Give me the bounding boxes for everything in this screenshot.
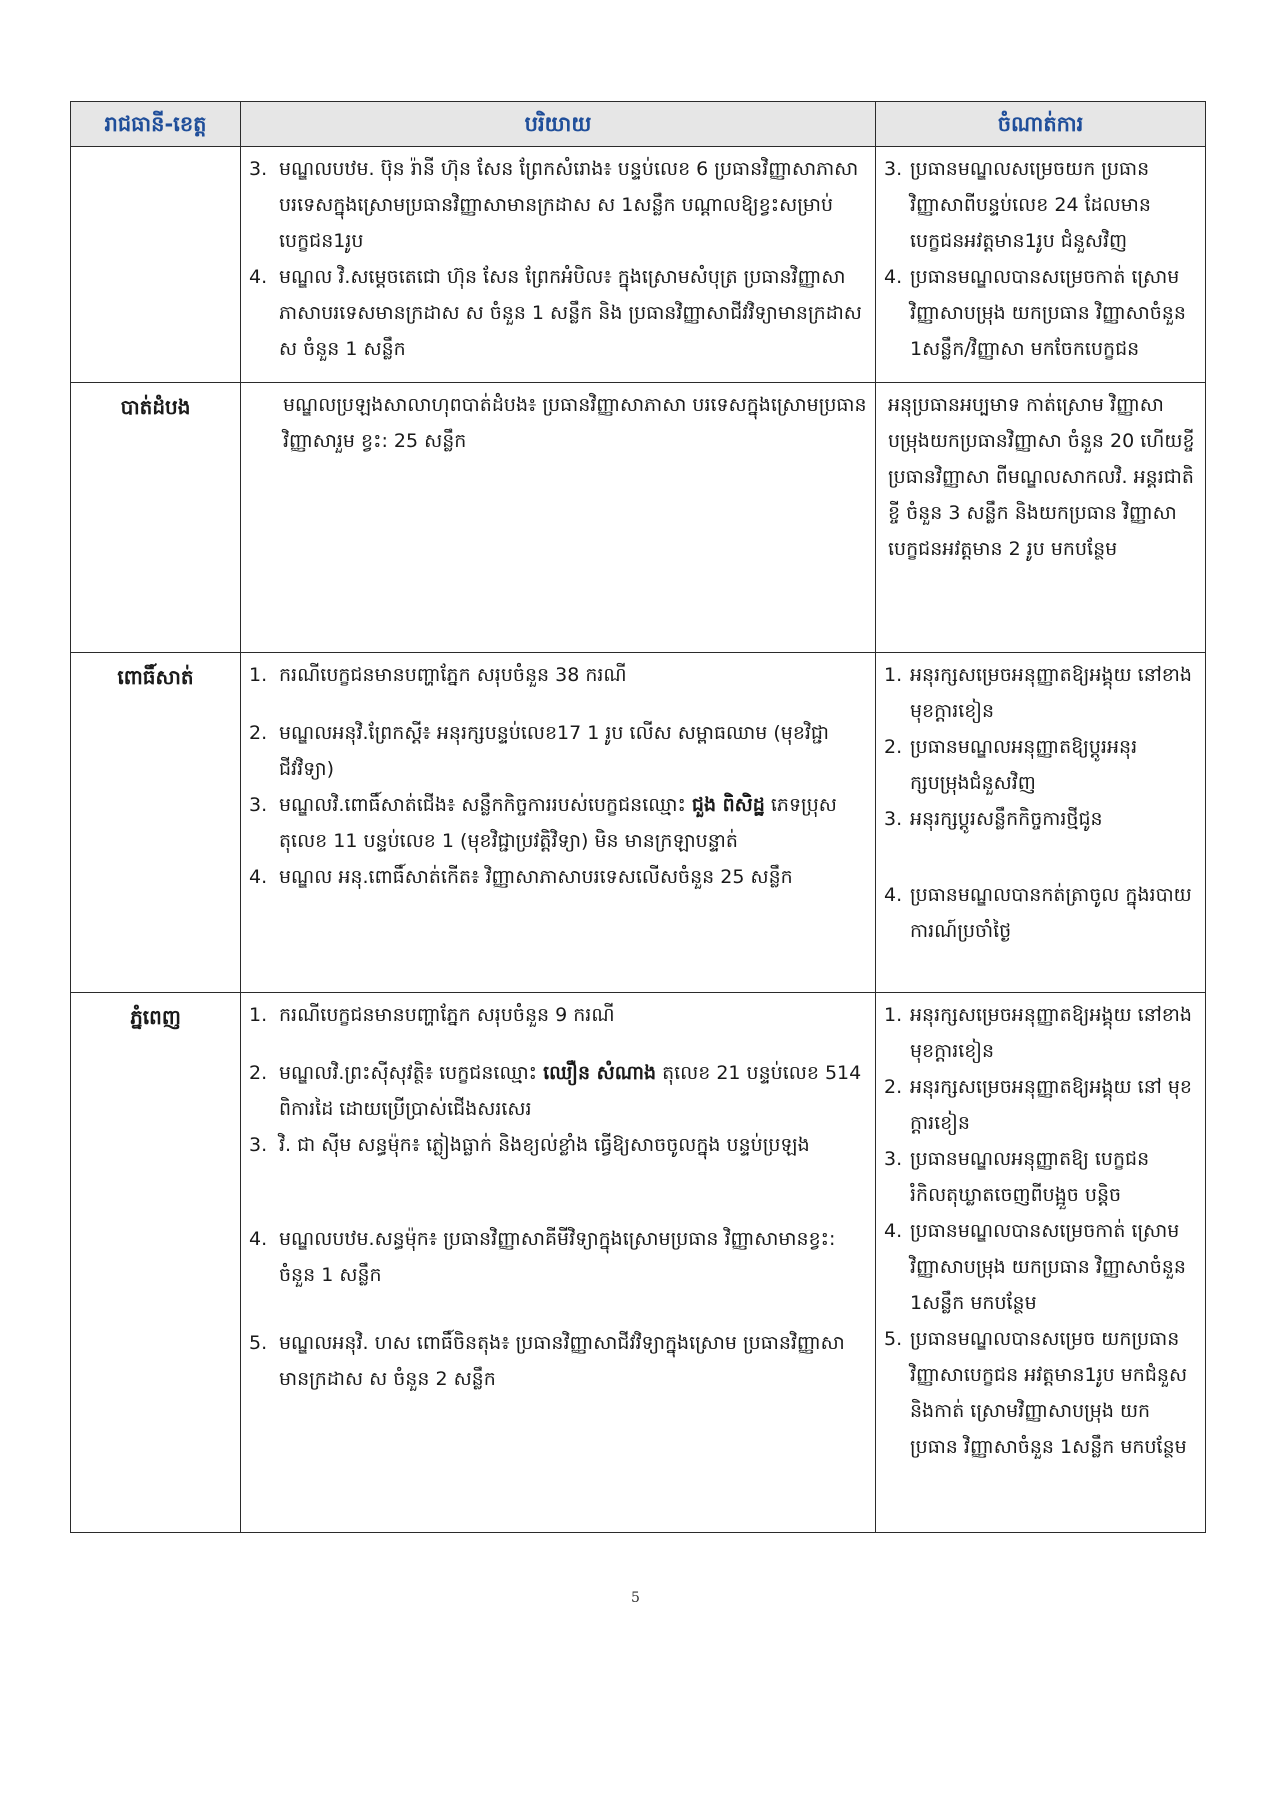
province-cell <box>71 147 241 383</box>
item-text <box>279 787 867 859</box>
item-text: អនុរក្សសម្រេចអនុញ្ញាតឱ្យអង្គុយ នៅខាងមុខក្តារខៀន <box>910 664 1192 722</box>
candidate-name: ជួង ពិសិដ្ឋ <box>691 794 765 816</box>
item-number: 3. <box>884 808 903 830</box>
action-item <box>884 997 1197 1069</box>
item-number: 1. <box>249 664 268 686</box>
item-text: ប្រធានមណ្ឌលសម្រេចយក ប្រធានវិញ្ញាសាពីបន្ទប់លេខ 24 ដែលមានបេក្ខជនអវត្តមាន1រូប ជំនួសវិញ <box>910 158 1151 252</box>
description-item <box>249 859 867 895</box>
province-cell: ពោធិ៍សាត់ <box>71 653 241 993</box>
item-number: 4. <box>249 266 268 288</box>
action-item <box>884 259 1197 367</box>
item-number: 2. <box>884 1076 903 1098</box>
item-text: មណ្ឌលបឋម. ប៊ុន រ៉ានី ហ៊ុន សែន ព្រែកសំរោង៖ បន្ទប់លេខ 6 ប្រធានវិញ្ញាសាភាសាបរទេសក្នុងស្រោមប្រធានវិញ្ញាសាមានក្រដាស ស 1សន្លឹក បណ្តាលឱ្យខ្វះសម្រាប់បេក្ខជន1រូប <box>279 158 859 252</box>
action-item <box>884 801 1197 837</box>
action-item <box>884 657 1197 729</box>
header-actions: ចំណាត់ការ <box>876 102 1206 147</box>
description-text: មណ្ឌលប្រឡងសាលាហុពបាត់ដំបង៖ ប្រធានវិញ្ញាសាភាសា បរទេសក្នុងស្រោមប្រធានវិញ្ញាសារួម ខ្វះ: 25 សន្លឹក <box>283 394 867 452</box>
description-cell <box>241 383 876 653</box>
description-item <box>249 1127 867 1163</box>
item-number: 1. <box>884 1004 903 1026</box>
table-row <box>71 383 1206 653</box>
actions-cell <box>876 383 1206 653</box>
candidate-name: ឈឿន សំណាង <box>543 1062 657 1084</box>
item-number: 1. <box>884 664 903 686</box>
item-number: 4. <box>249 866 268 888</box>
action-item <box>884 151 1197 259</box>
table-row <box>71 147 1206 383</box>
description-item <box>249 1055 867 1127</box>
item-number: 2. <box>249 1062 268 1084</box>
item-text: ករណីបេក្ខជនមានបញ្ហាភ្នែក សរុបចំនួន 38 ករណី <box>279 664 627 686</box>
description-cell <box>241 653 876 993</box>
description-item <box>249 787 867 859</box>
action-item <box>884 877 1197 949</box>
text-before-name: មណ្ឌលវិ.ព្រះស៊ីសុវត្ថិ៖ បេក្ខជនឈ្មោះ <box>279 1062 538 1084</box>
item-number: 3. <box>249 794 268 816</box>
description-item <box>249 997 867 1033</box>
description-item <box>249 151 867 259</box>
item-text: ប្រធានមណ្ឌលបានសម្រេច យកប្រធានវិញ្ញាសាបេក្ខជន អវត្តមាន1រូប មកជំនួស និងកាត់ ស្រោមវិញ្ញាសាបម្រុង យកប្រធាន វិញ្ញាសាចំនួន 1សន្លឹក មកបន្ថែម <box>910 1328 1188 1458</box>
item-number: 1. <box>249 1004 268 1026</box>
item-text: អនុរក្សប្តូរសន្លឹកកិច្ចការថ្មីជូន <box>910 808 1103 830</box>
action-text: អនុប្រធានអប្បមាទ កាត់ស្រោម វិញ្ញាសាបម្រុងយកប្រធានវិញ្ញាសា ចំនួន 20 ហើយខ្ចីប្រធានវិញ្ញាសា ពីមណ្ឌលសាកលវិ. អន្តរជាតិ ខ្ចី ចំនួន 3 សន្លឹក និងយកប្រធាន វិញ្ញាសាបេក្ខជនអវត្តមាន 2 រូប មកបន្ថែម <box>888 394 1195 560</box>
item-number: 5. <box>249 1332 268 1354</box>
item-text: អនុរក្សសម្រេចអនុញ្ញាតឱ្យអង្គុយ នៅ មុខក្តារខៀន <box>910 1076 1192 1134</box>
item-text: មណ្ឌលបឋម.សន្ធម៉ុក៖ ប្រធានវិញ្ញាសាគីមីវិទ្យាក្នុងស្រោមប្រធាន វិញ្ញាសាមានខ្វះ: ចំនួន 1 សន្លឹក <box>279 1228 836 1286</box>
item-text: ប្រធានមណ្ឌលអនុញ្ញាតឱ្យ បេក្ខជនរំកិលតុឃ្លាតចេញពីបង្អួច បន្តិច <box>910 1148 1150 1206</box>
description-item <box>249 657 867 693</box>
action-item <box>884 1321 1197 1465</box>
action-item <box>884 1069 1197 1141</box>
action-item <box>884 1213 1197 1321</box>
table-row <box>71 993 1206 1533</box>
item-number: 3. <box>884 1148 903 1170</box>
actions-cell <box>876 147 1206 383</box>
description-cell <box>241 993 876 1533</box>
item-number: 4. <box>249 1228 268 1250</box>
item-number: 4. <box>884 1220 903 1242</box>
item-text: ប្រធានមណ្ឌលបានសម្រេចកាត់ ស្រោមវិញ្ញាសាបម្រុង យកប្រធាន វិញ្ញាសាចំនួន 1សន្លឹក/វិញ្ញាសា មកចែកបេក្ខជន <box>910 266 1186 360</box>
item-text: មណ្ឌល អនុ.ពោធិ៍សាត់កើត៖ វិញ្ញាសាភាសាបរទេសលើសចំនួន 25 សន្លឹក <box>279 866 793 888</box>
province-cell: ភ្នំពេញ <box>71 993 241 1533</box>
item-text: ប្រធានមណ្ឌលបានសម្រេចកាត់ ស្រោមវិញ្ញាសាបម្រុង យកប្រធាន វិញ្ញាសាចំនួន 1សន្លឹក មកបន្ថែម <box>910 1220 1186 1314</box>
description-item <box>249 1221 867 1293</box>
item-text <box>279 1055 867 1127</box>
action-item <box>884 1141 1197 1213</box>
item-text: អនុរក្សសម្រេចអនុញ្ញាតឱ្យអង្គុយ នៅខាងមុខក្តារខៀន <box>910 1004 1192 1062</box>
action-item <box>884 729 1197 801</box>
item-text: ប្រធានមណ្ឌលបានកត់ត្រាចូល ក្នុងរបាយការណ៍ប្រចាំថ្ងៃ <box>910 884 1192 942</box>
table-row <box>71 653 1206 993</box>
actions-cell <box>876 993 1206 1533</box>
province-cell: បាត់ដំបង <box>71 383 241 653</box>
description-item <box>249 259 867 367</box>
text-after-name: ភេទប្រុស តុលេខ 11 បន្ទប់លេខ 1 (មុខវិជ្ជាប្រវត្តិវិទ្យា) មិន មានក្រឡាបន្ទាត់ <box>279 794 837 852</box>
header-description: បរិយាយ <box>241 102 876 147</box>
item-text: វិ. ជា ស៊ីម សន្ធម៉ុក៖ ភ្លៀងធ្លាក់ និងខ្យល់ខ្លាំង ធ្វើឱ្យសាចចូលក្នុង បន្ទប់ប្រឡង <box>279 1134 810 1156</box>
text-after-name: តុលេខ 21 បន្ទប់លេខ 514 ពិការដៃ ដោយប្រើប្រាស់ជើងសរសេរ <box>279 1062 862 1120</box>
item-text: មណ្ឌលអនុវិ.ព្រែកស្តី៖ អនុរក្សបន្ទប់លេខ17 1 រូប លើស សម្ពាធឈាម (មុខវិជ្ជា ជីវវិទ្យា) <box>279 722 830 780</box>
description-cell <box>241 147 876 383</box>
report-table <box>70 101 1206 1533</box>
text-before-name: មណ្ឌលវិ.ពោធិ៍សាត់ជើង៖ សន្លឹកកិច្ចការរបស់បេក្ខជនឈ្មោះ <box>279 794 686 816</box>
header-row <box>71 102 1206 147</box>
item-number: 2. <box>249 722 268 744</box>
page-number: 5 <box>631 1590 640 1606</box>
item-text: មណ្ឌលអនុវិ. ហស ពោធិ៍ចិនតុង៖ ប្រធានវិញ្ញាសាជីវវិទ្យាក្នុងស្រោម ប្រធានវិញ្ញាសាមានក្រដាស ស ចំនួន 2 សន្លឹក <box>279 1332 845 1390</box>
description-item <box>249 1325 867 1397</box>
item-number: 3. <box>249 1134 268 1156</box>
item-number: 3. <box>884 158 903 180</box>
description-item <box>249 715 867 787</box>
item-text: ករណីបេក្ខជនមានបញ្ហាភ្នែក សរុបចំនួន 9 ករណី <box>279 1004 615 1026</box>
item-number: 3. <box>249 158 268 180</box>
item-number: 4. <box>884 884 903 906</box>
item-number: 2. <box>884 736 903 758</box>
actions-cell <box>876 653 1206 993</box>
header-province: រាជធានី-ខេត្ត <box>71 102 241 147</box>
item-text: ប្រធានមណ្ឌលអនុញ្ញាតឱ្យប្តូរអនុរ ក្សបម្រុងជំនួសវិញ <box>910 736 1138 794</box>
item-number: 5. <box>884 1328 903 1350</box>
item-text: មណ្ឌល វិ.សម្តេចតេជោ ហ៊ុន សែន ព្រែកអំបិល៖ ក្នុងស្រោមសំបុត្រ ប្រធានវិញ្ញាសាភាសាបរទេសមានក្រដាស ស ចំនួន 1 សន្លឹក និង ប្រធានវិញ្ញាសាជីវវិទ្យាមានក្រដាស ស ចំនួន 1 សន្លឹក <box>279 266 862 360</box>
item-number: 4. <box>884 266 903 288</box>
